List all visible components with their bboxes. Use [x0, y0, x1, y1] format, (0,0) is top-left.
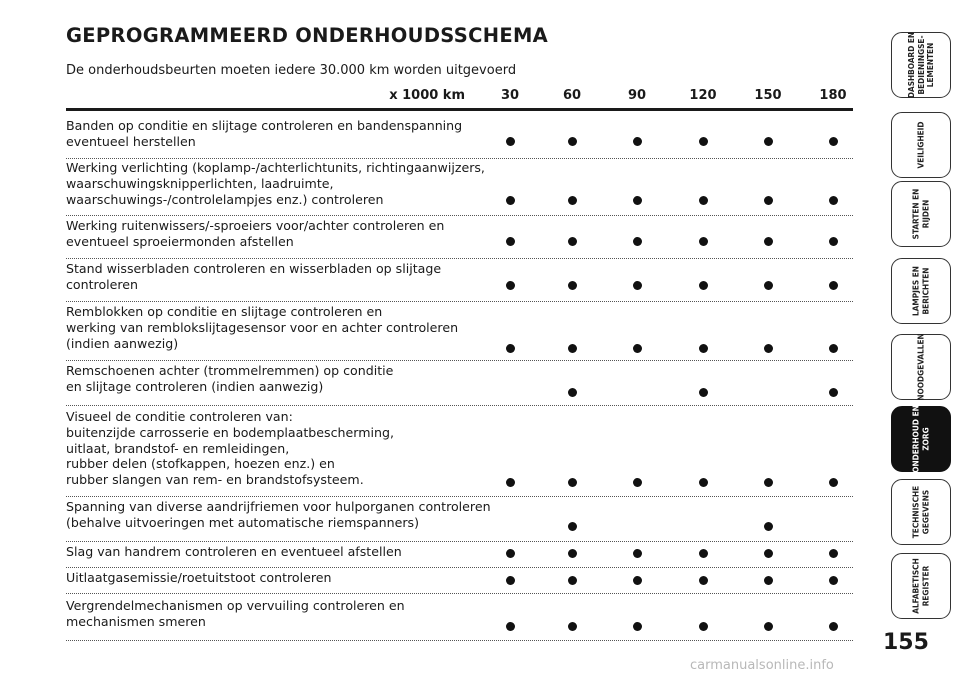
tab-label: TECHNISCHE GEGEVENS — [910, 485, 930, 539]
table-row — [66, 218, 853, 259]
check-dot-icon — [506, 281, 515, 290]
check-dot-icon — [699, 344, 708, 353]
column-header-120: 120 — [689, 88, 717, 103]
check-dot-icon — [633, 622, 642, 631]
check-dot-icon — [699, 237, 708, 246]
row-description: Stand wisserbladen controleren en wisserbladen op slijtage controleren — [66, 261, 442, 292]
row-description: Remschoenen achter (trommelremmen) op conditie en slijtage controleren (indien aanwezig) — [66, 363, 394, 394]
check-dot-icon — [633, 237, 642, 246]
check-dot-icon — [506, 622, 515, 631]
check-dot-icon — [568, 196, 577, 205]
check-dot-icon — [764, 478, 773, 487]
table-row — [66, 118, 853, 159]
check-dot-icon — [764, 344, 773, 353]
check-dot-icon — [568, 137, 577, 146]
watermark: carmanualsonline.info — [690, 658, 834, 673]
check-dot-icon — [764, 622, 773, 631]
check-dot-icon — [829, 281, 838, 290]
page-subtitle: De onderhoudsbeurten moeten iedere 30.000 km worden uitgevoerd — [66, 63, 517, 78]
check-dot-icon — [829, 137, 838, 146]
check-dot-icon — [633, 344, 642, 353]
header-rule — [66, 108, 853, 111]
table-row — [66, 160, 853, 216]
tab-label: DASHBOARD EN BEDIENINGSE- LEMENTEN — [905, 31, 935, 99]
check-dot-icon — [506, 576, 515, 585]
page-number: 155 — [883, 630, 929, 655]
check-dot-icon — [568, 576, 577, 585]
column-header-90: 90 — [627, 88, 647, 103]
check-dot-icon — [699, 478, 708, 487]
check-dot-icon — [633, 478, 642, 487]
check-dot-icon — [764, 522, 773, 531]
check-dot-icon — [633, 196, 642, 205]
table-row — [66, 261, 853, 302]
check-dot-icon — [568, 622, 577, 631]
table-row — [66, 499, 853, 542]
table-row — [66, 409, 853, 497]
tab-dashboard-en[interactable] — [891, 32, 951, 98]
tab-alfabetisch[interactable] — [891, 553, 951, 619]
unit-header: x 1000 km — [389, 88, 465, 103]
check-dot-icon — [764, 137, 773, 146]
check-dot-icon — [568, 344, 577, 353]
check-dot-icon — [568, 237, 577, 246]
row-description: Remblokken op conditie en slijtage controleren en werking van remblokslijtagesensor voor en achter controleren (indien aanwezig) — [66, 304, 459, 351]
tab-onderhoud-en[interactable] — [891, 406, 951, 472]
page-title: GEPROGRAMMEERD ONDERHOUDSSCHEMA — [66, 24, 549, 47]
column-header-150: 150 — [754, 88, 782, 103]
row-description: Werking ruitenwissers/-sproeiers voor/achter controleren en eventueel sproeiermonden afstellen — [66, 218, 445, 249]
check-dot-icon — [506, 478, 515, 487]
tab-noodgevallen[interactable] — [891, 334, 951, 400]
column-header-60: 60 — [562, 88, 582, 103]
table-row — [66, 544, 853, 568]
check-dot-icon — [699, 576, 708, 585]
check-dot-icon — [568, 281, 577, 290]
tab-label: VEILIGHEID — [915, 121, 926, 169]
check-dot-icon — [699, 281, 708, 290]
check-dot-icon — [764, 549, 773, 558]
table-row — [66, 598, 853, 641]
tab-label: STARTEN EN RIJDEN — [910, 188, 930, 240]
check-dot-icon — [633, 549, 642, 558]
check-dot-icon — [699, 622, 708, 631]
check-dot-icon — [764, 196, 773, 205]
row-description: Visueel de conditie controleren van: buitenzijde carrosserie en bodemplaatbescherming, uitlaat, brandstof- en remleidingen, rubber delen (stofkappen, hoezen enz.) en rubber slangen van rem- en brandstofsysteem. — [66, 409, 394, 488]
table-row — [66, 570, 853, 594]
tab-veiligheid[interactable] — [891, 112, 951, 178]
check-dot-icon — [764, 281, 773, 290]
row-description: Banden op conditie en slijtage controleren en bandenspanning eventueel herstellen — [66, 118, 463, 149]
tab-label: LAMPJES EN BERICHTEN — [910, 266, 930, 316]
row-description: Werking verlichting (koplamp-/achterlichtunits, richtingaanwijzers, waarschuwingsknipperlichten, laadruimte, waarschuwings-/controlelampjes enz.) controleren — [66, 160, 485, 207]
check-dot-icon — [506, 549, 515, 558]
check-dot-icon — [699, 137, 708, 146]
check-dot-icon — [633, 137, 642, 146]
tab-label: ALFABETISCH REGISTER — [910, 558, 930, 614]
tab-label: ONDERHOUD EN ZORG — [910, 405, 930, 473]
table-row — [66, 304, 853, 361]
check-dot-icon — [829, 344, 838, 353]
check-dot-icon — [829, 576, 838, 585]
tab-lampjes-en[interactable] — [891, 258, 951, 324]
tab-label: NOODGEVALLEN — [915, 333, 926, 401]
check-dot-icon — [506, 344, 515, 353]
table-row — [66, 363, 853, 406]
check-dot-icon — [829, 478, 838, 487]
check-dot-icon — [699, 549, 708, 558]
check-dot-icon — [829, 388, 838, 397]
check-dot-icon — [764, 237, 773, 246]
check-dot-icon — [699, 196, 708, 205]
check-dot-icon — [633, 576, 642, 585]
check-dot-icon — [829, 237, 838, 246]
check-dot-icon — [829, 196, 838, 205]
check-dot-icon — [829, 622, 838, 631]
column-header-30: 30 — [500, 88, 520, 103]
check-dot-icon — [764, 576, 773, 585]
check-dot-icon — [506, 137, 515, 146]
row-description: Vergrendelmechanismen op vervuiling controleren en mechanismen smeren — [66, 598, 405, 629]
row-description: Spanning van diverse aandrijfriemen voor hulporganen controleren (behalve uitvoeringen met automatische riemspanners) — [66, 499, 491, 530]
check-dot-icon — [568, 549, 577, 558]
row-description: Slag van handrem controleren en eventueel afstellen — [66, 544, 402, 559]
check-dot-icon — [568, 522, 577, 531]
tab-starten-en[interactable] — [891, 181, 951, 247]
check-dot-icon — [829, 549, 838, 558]
check-dot-icon — [699, 388, 708, 397]
column-header-180: 180 — [819, 88, 847, 103]
check-dot-icon — [633, 281, 642, 290]
check-dot-icon — [506, 237, 515, 246]
check-dot-icon — [568, 478, 577, 487]
check-dot-icon — [506, 196, 515, 205]
tab-technische[interactable] — [891, 479, 951, 545]
row-description: Uitlaatgasemissie/roetuitstoot controleren — [66, 570, 332, 585]
check-dot-icon — [568, 388, 577, 397]
